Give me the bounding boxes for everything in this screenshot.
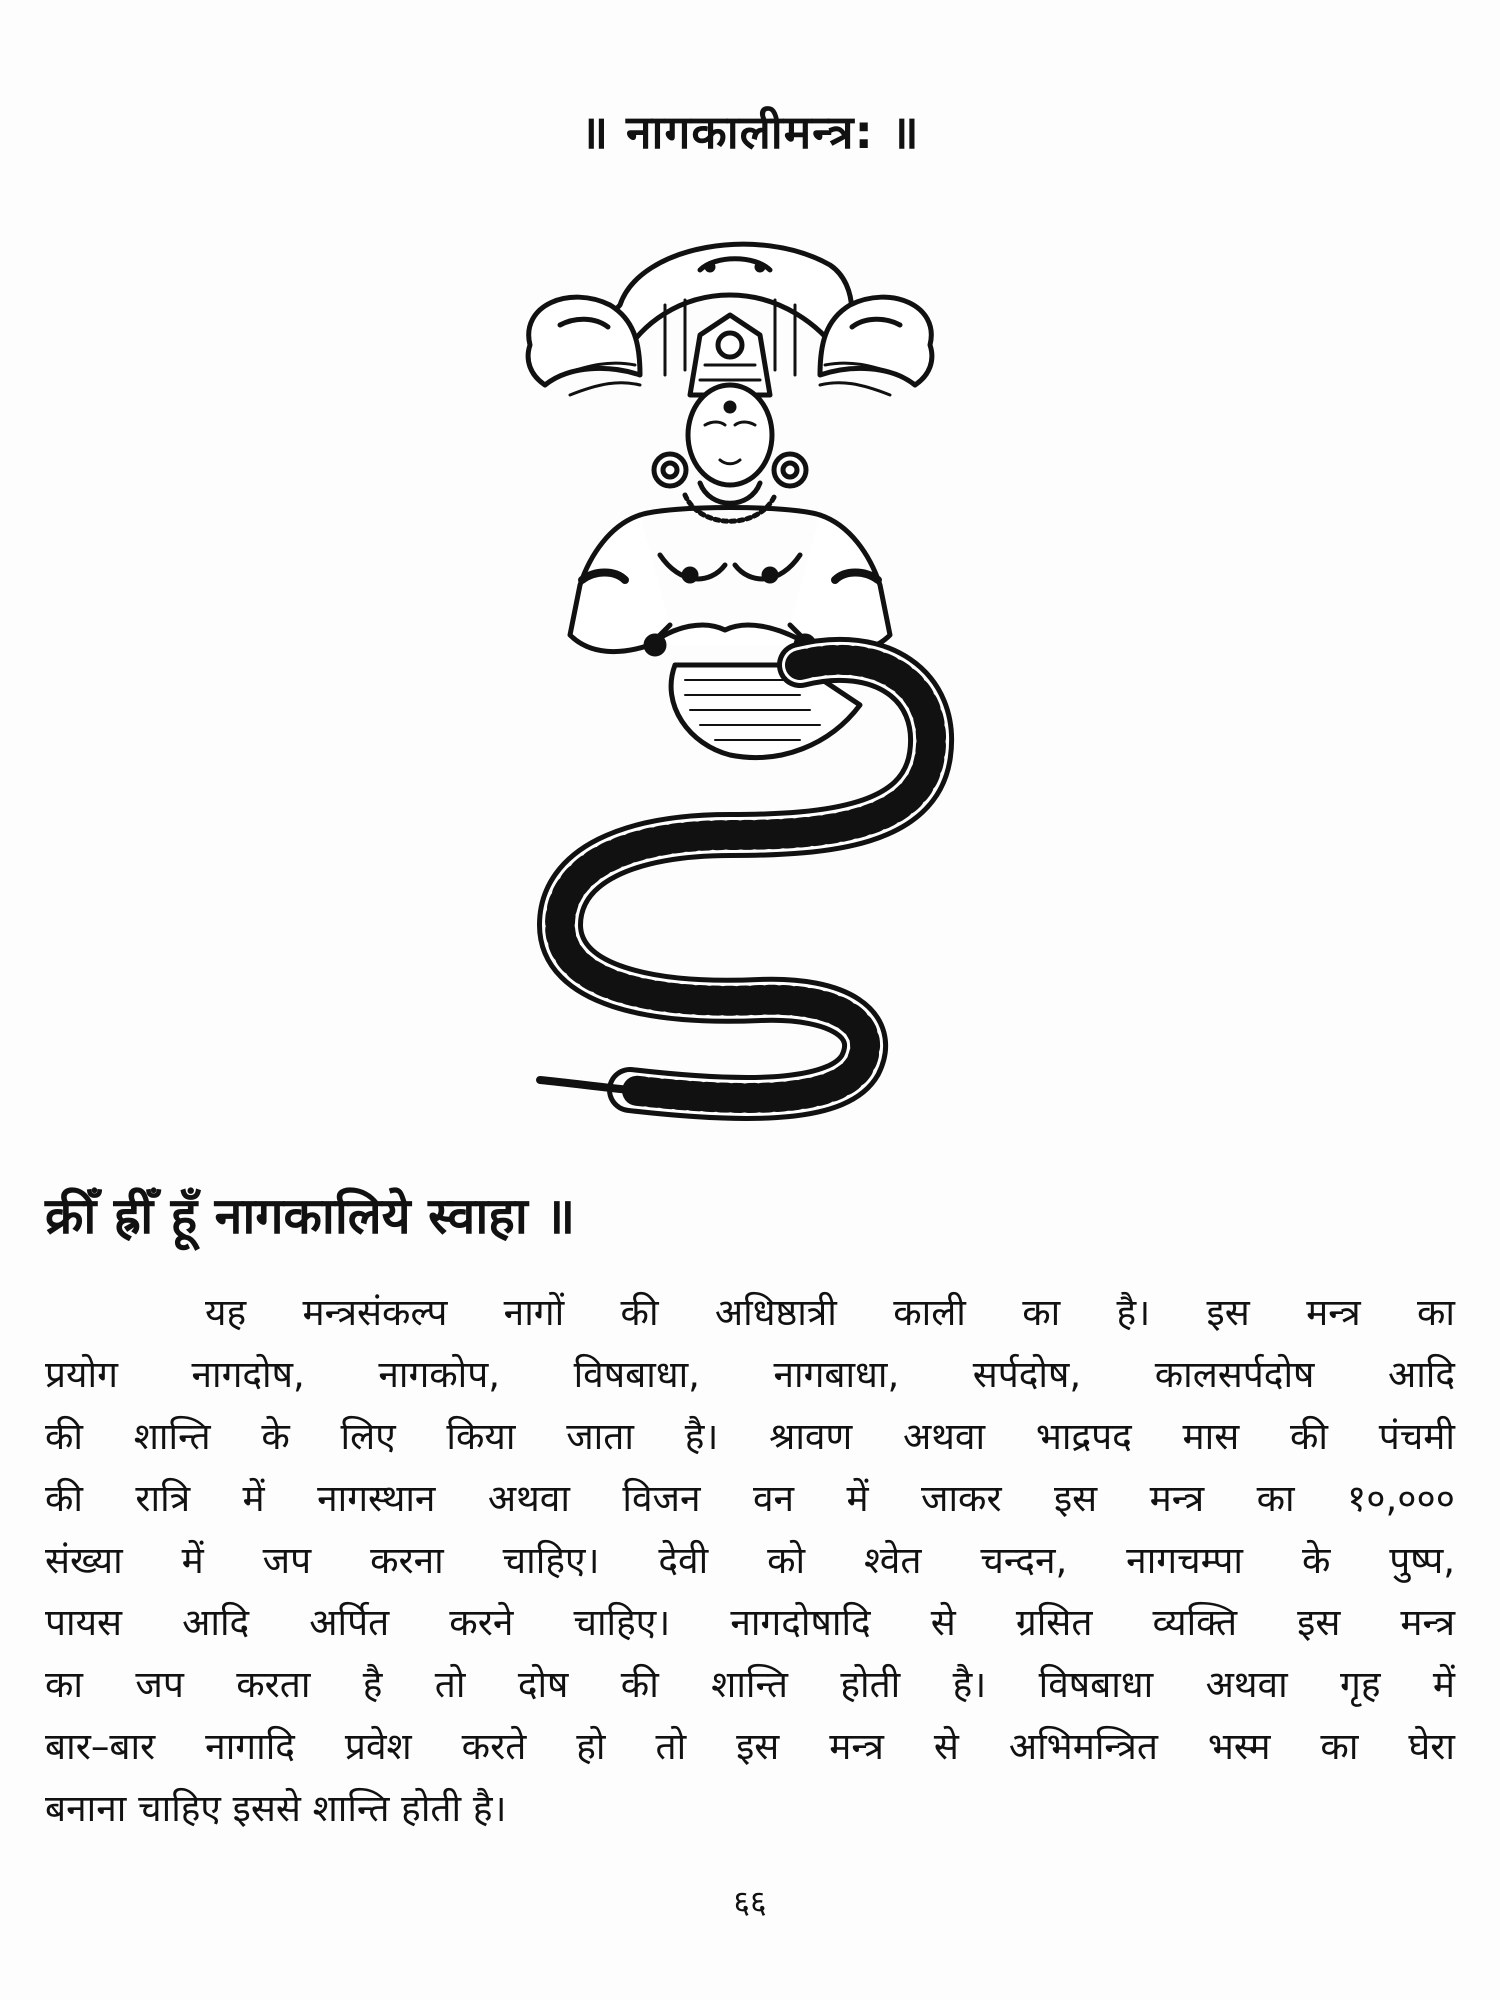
paragraph-line: यह मन्त्रसंकल्प नागों की अधिष्ठात्री काली का है। इस मन्त्र का — [205, 1291, 1455, 1334]
paragraph-line: की शान्ति के लिए किया जाता है। श्रावण अथवा भाद्रपद मास की पंचमी — [45, 1415, 1455, 1458]
paragraph-line: बनाना चाहिए इससे शान्ति होती है। — [45, 1787, 507, 1830]
paragraph-line: बार–बार नागादि प्रवेश करते हो तो इस मन्त्र से अभिमन्त्रित भस्म का घेरा — [45, 1725, 1455, 1768]
paragraph-line: का जप करता है तो दोष की शान्ति होती है। विषबाधा अथवा गृह में — [45, 1663, 1455, 1706]
paragraph-line: संख्या में जप करना चाहिए। देवी को श्वेत चन्दन, नागचम्पा के पुष्प, — [45, 1539, 1455, 1582]
naga-kali-illustration — [500, 225, 1060, 1125]
body-paragraph — [45, 1282, 1455, 1840]
paragraph-line: की रात्रि में नागस्थान अथवा विजन वन में जाकर इस मन्त्र का १०,००० — [45, 1477, 1455, 1520]
page-number: ६६ — [733, 1883, 767, 1921]
paragraph-line: प्रयोग नागदोष, नागकोप, विषबाधा, नागबाधा, सर्पदोष, कालसर्पदोष आदि — [45, 1353, 1455, 1396]
page-title: ॥ नागकालीमन्त्र: ॥ — [580, 105, 920, 159]
mantra-line: क्रीँ ह्रीँ हूँ नागकालिये स्वाहा ॥ — [45, 1187, 576, 1245]
paragraph-line: पायस आदि अर्पित करने चाहिए। नागदोषादि से ग्रसित व्यक्ति इस मन्त्र — [45, 1601, 1456, 1644]
